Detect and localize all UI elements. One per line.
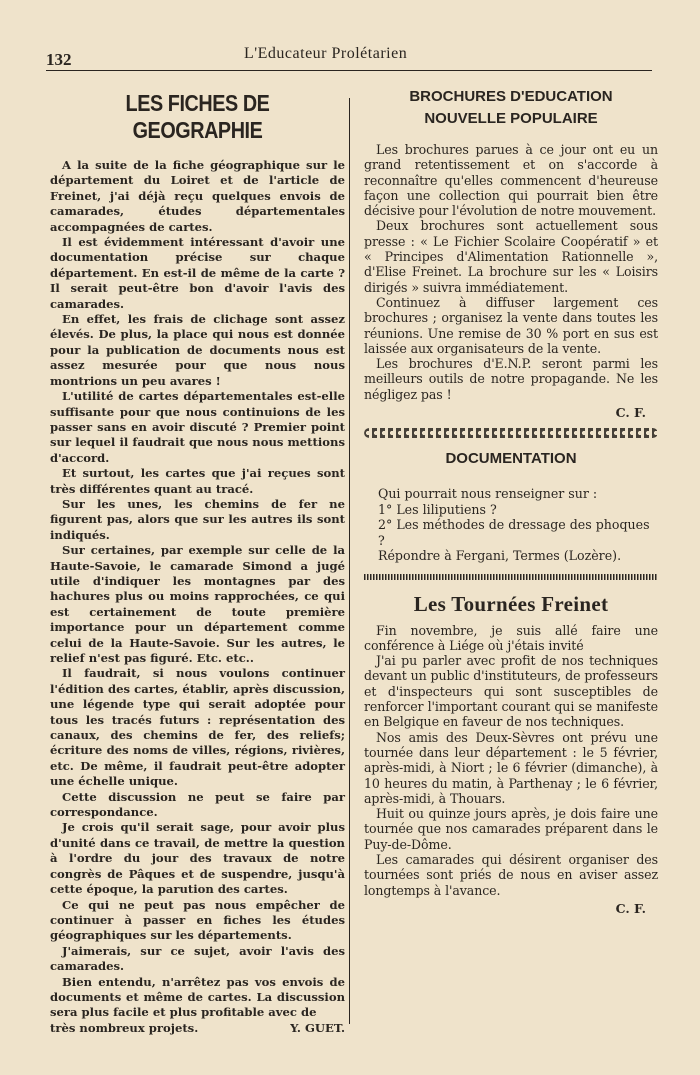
closing-line (50, 1021, 345, 1036)
brochures-heading-line2: NOUVELLE POPULAIRE (424, 110, 598, 127)
paragraph: Cette discussion ne peut se faire par correspondance. (50, 789, 345, 820)
section-tournees (364, 592, 658, 916)
header-rule (46, 70, 652, 71)
author-signature: Y. GUET. (290, 1020, 345, 1035)
paragraph: J'ai pu parler avec profit de nos techniques devant un public d'instituteurs, de professeurs et d'inspecteurs qui sont susceptibles de renforcer l'important courant qui se manifeste en Belgique en faveur de nos techniques. (364, 653, 658, 730)
documentation-intro: Qui pourrait nous renseigner sur : (378, 486, 598, 502)
dotted-divider (364, 574, 658, 580)
paragraph: Ce qui ne peut pas nous empêcher de continuer à passer en fiches les études géographiques sur les départements. (50, 897, 345, 943)
paragraph: Continuez à diffuser largement ces brochures ; organisez la vente dans toutes les réunions. Une remise de 30 % port en sus est laissée aux organisateurs de la vente. (364, 294, 658, 356)
brochures-signature: C. F. (615, 405, 646, 421)
paragraph: Sur certaines, par exemple sur celle de la Haute-Savoie, le camarade Simond a jugé utile d'indiquer les montagnes par des hachures plus ou moins rapprochées, ce qui est certainement de toute première importance pour un département comme celui de la Haute-Savoie. Sur les autres, le relief n'est pas figuré. Etc. etc.. (50, 543, 345, 665)
documentation-item: 2° Les méthodes de dressage des phoques ? (378, 517, 650, 548)
paragraph: Je crois qu'il serait sage, pour avoir plus d'unité dans ce travail, de mettre la question à l'ordre du jour des travaux de notre congrès de Pâques et de suspendre, jusqu'à cette époque, la parution des cartes. (50, 820, 345, 897)
paragraph: Les brochures d'E.N.P. seront parmi les meilleurs outils de notre propagande. Ne les négligez pas ! (364, 356, 658, 402)
brochures-body (364, 142, 658, 402)
paragraph: Il faudrait, si nous voulons continuer l'édition des cartes, établir, après discussion, une légende type qui serait adoptée pour tous les tracés futurs : représentation des canaux, des chemins de fer, des reliefs; écriture des noms de villes, régions, rivières, etc. De même, il faudrait peut-être adopter une échelle unique. (50, 666, 345, 789)
paragraph: J'aimerais, sur ce sujet, avoir l'avis des camarades. (50, 943, 345, 974)
journal-title: L'Educateur Prolétarien (244, 45, 408, 62)
last-line: très nombreux projets. (50, 1020, 199, 1035)
right-column (364, 86, 658, 916)
brochures-heading-line1: BROCHURES D'EDUCATION (409, 88, 613, 105)
paragraph: Fin novembre, je suis allé faire une conférence à Liége où j'étais invité (364, 622, 658, 653)
paragraph: Huit ou quinze jours après, je dois faire une tournée que nos camarades préparent dans le Puy-de-Dôme. (364, 806, 658, 852)
chain-divider (364, 428, 658, 438)
article-fiches-geographie (50, 90, 345, 1036)
article-body (50, 158, 345, 1036)
documentation-body (364, 486, 658, 564)
column-divider (349, 98, 350, 1024)
page-number: 132 (46, 50, 72, 69)
paragraph: Les camarades qui désirent organiser des tournées sont priés de nous en aviser assez longtemps à l'avance. (364, 852, 658, 898)
section-brochures (364, 86, 658, 420)
paragraph: Sur les unes, les chemins de fer ne figurent pas, alors que sur les autres ils sont indiqués. (50, 496, 345, 542)
paragraph: Deux brochures sont actuellement sous presse : « Le Fichier Scolaire Coopératif » et « Principes d'Alimentation Rationnelle », d'Elise Freinet. La brochure sur les « Loisirs dirigés » suivra immédiatement. (364, 218, 658, 295)
paragraph: Et surtout, les cartes que j'ai reçues sont très différentes quant au tracé. (50, 466, 345, 496)
article-title: LES FICHES DE GEOGRAPHIE (125, 90, 270, 143)
documentation-reply: Répondre à Fergani, Termes (Lozère). (378, 548, 622, 564)
tournees-heading: Les Tournées Freinet (413, 591, 609, 616)
tournees-body (364, 623, 658, 898)
section-documentation (364, 448, 658, 564)
paragraph: Nos amis des Deux-Sèvres ont prévu une tournée dans leur département : le 5 février, après-midi, à Niort ; le 6 février (dimanche), à 10 heures du matin, à Parthenay ; le 6 février, après-midi, à Thouars. (364, 729, 658, 806)
documentation-heading: DOCUMENTATION (445, 450, 577, 468)
paragraph: Bien entendu, n'arrêtez pas vos envois de documents et même de cartes. La discussion sera plus facile et plus profitable avec de (50, 974, 345, 1020)
paragraph: A la suite de la fiche géographique sur le département du Loiret et de l'article de Freinet, j'ai déjà reçu quelques envois de camarades, études départementales accompagnées de cartes. (50, 158, 345, 234)
paragraph: L'utilité de cartes départementales est-elle suffisante pour que nous continuions de les passer sans en avoir discuté ? Premier point sur lequel il faudrait que nous nous mettions d'accord. (50, 389, 345, 465)
documentation-item: 1° Les liliputiens ? (378, 501, 497, 517)
tournees-signature: C. F. (615, 900, 646, 916)
paragraph: En effet, les frais de clichage sont assez élevés. De plus, la place qui nous est donnée pour la publication de documents nous est assez mesurée pour que nous nous montrions un peu avares ! (50, 312, 345, 388)
paragraph: Les brochures parues à ce jour ont eu un grand retentissement et on s'accorde à reconnaître qu'elles commencent d'heureuse façon une collection qui pourrait bien être décisive pour l'évolution de notre mouvement. (364, 142, 658, 219)
paragraph: Il est évidemment intéressant d'avoir une documentation précise sur chaque département. En est-il de même de la carte ? Il serait peut-être bon d'avoir l'avis des camarades. (50, 235, 345, 311)
